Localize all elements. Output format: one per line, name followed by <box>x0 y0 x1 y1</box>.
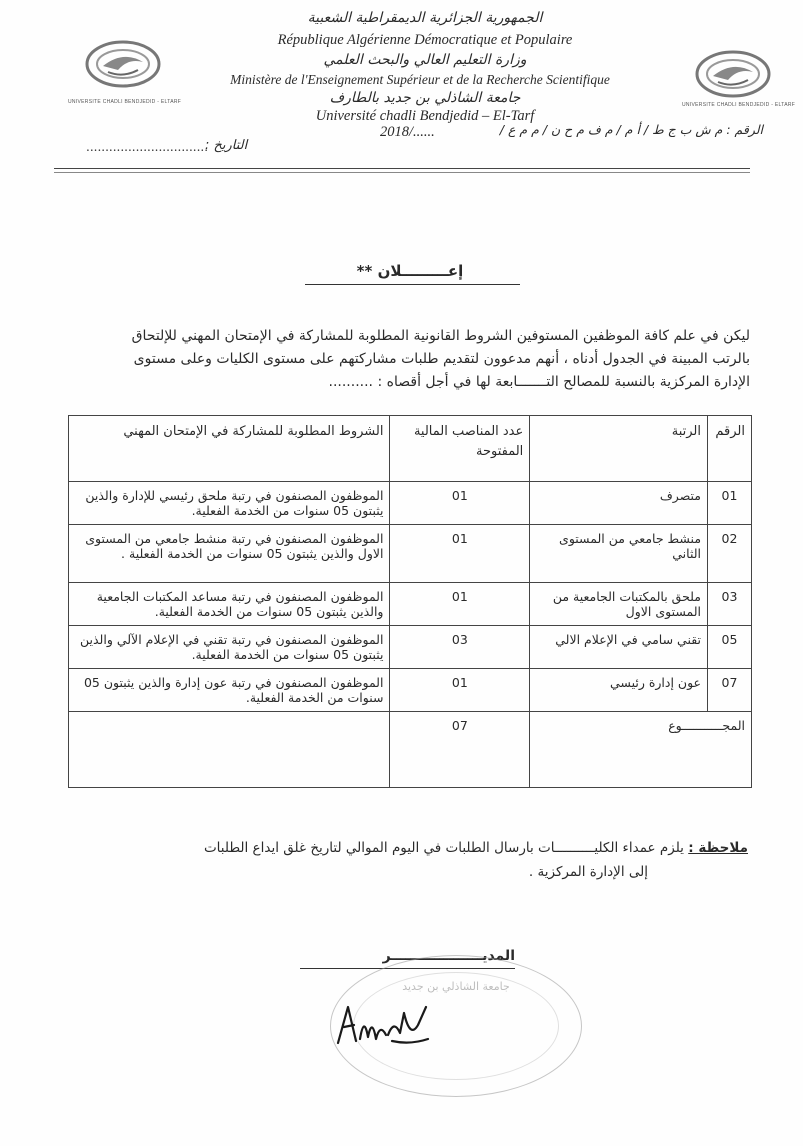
director-title: المديـــــــــــــــــــر <box>382 948 515 964</box>
row-conditions: الموظفون المصنفون في رتبة عون إدارة والذين يثبتون 05 سنوات من الخدمة الفعلية. <box>69 669 390 712</box>
row-number: 02 <box>708 525 752 583</box>
handwritten-signature <box>330 995 440 1055</box>
table-row <box>69 669 752 712</box>
note-text-2: إلى الإدارة المركزية . <box>528 864 648 880</box>
row-rank: منشط جامعي من المستوى الثاني <box>530 525 708 583</box>
logo-emblem-icon <box>78 32 168 102</box>
header-divider-2 <box>54 172 750 173</box>
row-positions: 01 <box>390 525 530 583</box>
row-number: 01 <box>708 482 752 525</box>
header-conditions: الشروط المطلوبة للمشاركة في الإمتحان المهني <box>69 416 390 482</box>
row-conditions: الموظفون المصنفون في رتبة منشط جامعي من المستوى الاول والذين يثبتون 05 سنوات من الخدمة الفعلية . <box>69 525 390 583</box>
header-number: الرقم <box>708 416 752 482</box>
ministry-french: Ministère de l'Enseignement Supérieur et de la Recherche Scientifique <box>230 72 610 87</box>
university-french: Université chadli Bendjedid – El-Tarf <box>315 108 535 124</box>
note-text-1: يلزم عمداء الكليــــــــــات بارسال الطلبات في اليوم الموالي لتاريخ غلق ايداع الطلبات <box>203 840 684 856</box>
note-label: ملاحظة : <box>688 840 748 856</box>
row-positions: 03 <box>390 626 530 669</box>
intro-paragraph <box>100 325 750 394</box>
note-line-1 <box>100 836 748 860</box>
logo-caption-right: UNIVERSITE CHADLI BENDJEDID - ELTARF <box>682 102 796 108</box>
total-label: المجـــــــــــوع <box>530 712 752 788</box>
reference-number: الرقم : م ش ب ج ط / أ م / م ف م ح ن / م م ع / <box>499 122 763 137</box>
row-conditions: الموظفون المصنفون في رتبة ملحق رئيسي للإدارة والذين يثبتون 05 سنوات من الخدمة الفعلية. <box>69 482 390 525</box>
row-rank: عون إدارة رئيسي <box>530 669 708 712</box>
header-divider <box>54 168 750 169</box>
date-label: التاريخ : <box>205 138 248 153</box>
title-underline <box>305 284 520 285</box>
row-positions: 01 <box>390 669 530 712</box>
row-positions: 01 <box>390 482 530 525</box>
date-dots: ................................ <box>86 140 209 154</box>
row-rank: متصرف <box>530 482 708 525</box>
table-header-row <box>69 416 752 482</box>
row-number: 05 <box>708 626 752 669</box>
year-line: 2018/...... <box>380 124 435 140</box>
row-rank: تقني سامي في الإعلام الالي <box>530 626 708 669</box>
republic-french: République Algérienne Démocratique et Populaire <box>277 32 573 48</box>
intro-line-1: ليكن في علم كافة الموظفين المستوفين الشروط القانونية المطلوبة للمشاركة في الإمتحان المهني للإلتحاق <box>131 328 750 344</box>
university-logo-right <box>682 42 796 112</box>
republic-arabic: الجمهورية الجزائرية الديمقراطية الشعبية <box>307 10 543 26</box>
university-logo-left <box>68 32 182 105</box>
row-number: 07 <box>708 669 752 712</box>
row-number: 03 <box>708 583 752 626</box>
table-row <box>69 583 752 626</box>
intro-line-3-wrap <box>100 371 750 394</box>
table-row <box>69 525 752 583</box>
note-block <box>100 836 748 884</box>
row-rank: ملحق بالمكتبات الجامعية من المستوى الاول <box>530 583 708 626</box>
table-total-row <box>69 712 752 788</box>
positions-table <box>68 415 752 788</box>
total-empty-cell <box>69 712 390 788</box>
row-positions: 01 <box>390 583 530 626</box>
ministry-arabic: وزارة التعليم العالي والبحث العلمي <box>323 52 527 68</box>
header-rank: الرتبة <box>530 416 708 482</box>
header-positions: عدد المناصب المالية المفتوحة <box>390 416 530 482</box>
intro-line-3: الإدارة المركزية بالنسبة للمصالح التـــــــابعة لها في أجل أقصاه : <box>377 374 750 390</box>
table-row <box>69 482 752 525</box>
intro-line-2: بالرتب المبينة في الجدول أدناه ، أنهم مدعوون لتقديم طلبات مشاركتهم على مستوى الكليات وعلى مستوى <box>133 351 750 367</box>
logo-caption: UNIVERSITE CHADLI BENDJEDID - ELTARF <box>68 99 182 105</box>
announcement-title: إعـــــــــلان ** <box>356 262 464 280</box>
row-conditions: الموظفون المصنفون في رتبة مساعد المكتبات الجامعية والذين يثبتون 05 سنوات من الخدمة الفعلية. <box>69 583 390 626</box>
table-row <box>69 626 752 669</box>
deadline-dots: .......... <box>328 374 374 390</box>
university-arabic: جامعة الشاذلي بن جديد بالطارف <box>329 90 521 106</box>
stamp-text: جامعة الشاذلي بن جديد <box>402 980 510 993</box>
total-value: 07 <box>390 712 530 788</box>
row-conditions: الموظفون المصنفون في رتبة تقني في الإعلام الآلي والذين يثبتون 05 سنوات من الخدمة الفعلية. <box>69 626 390 669</box>
